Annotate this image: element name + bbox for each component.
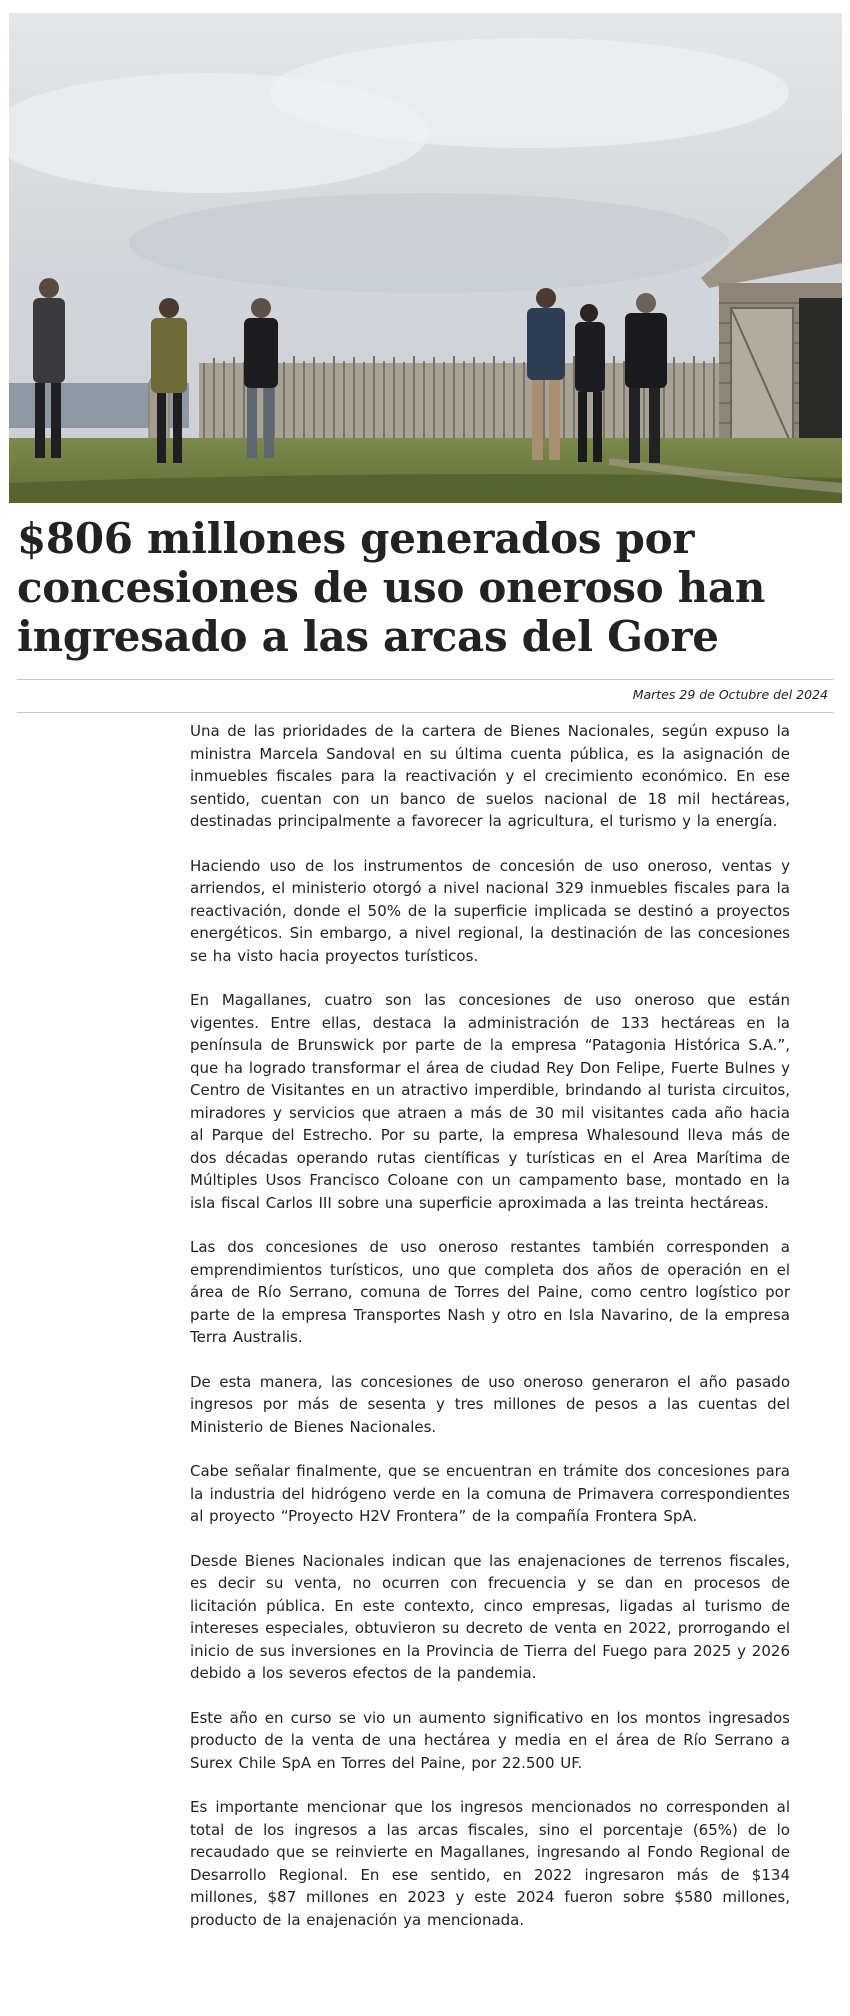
article-photo bbox=[9, 13, 842, 503]
article-paragraph: Haciendo uso de los instrumentos de concesión de uso oneroso, ventas y arriendos, el ministerio otorgó a nivel nacional 329 inmuebles fiscales para la reactivación, donde el 50% de la superficie implicada se destinó a proyectos energéticos. Sin embargo, a nivel regional, la destinación de las concesiones se ha visto hacia proyectos turísticos. bbox=[190, 856, 790, 965]
article-paragraph: Es importante mencionar que los ingresos mencionados no corresponden al total de los ingresos a las arcas fiscales, sino el porcentaje (65%) de lo recaudado que se reinvierte en Magallanes, ingresando al Fondo Regional de Desarrollo Regional. En ese sentido, en 2022 ingresaron más de $134 millones, $87 millones en 2023 y este 2024 fueron sobre $580 millones, producto de la enajenación ya mencionada. bbox=[190, 1798, 790, 1929]
article-paragraph: Una de las prioridades de la cartera de Bienes Nacionales, según expuso la ministra Marcela Sandoval en su última cuenta pública, es la asignación de inmuebles fiscales para la reactivación y el crecimiento económico. En ese sentido, cuentan con un banco de suelos nacional de 18 mil hectáreas, destinadas principalmente a favorecer la agricultura, el turismo y la energía. bbox=[190, 722, 790, 830]
article-title: $806 millones generados por concesiones de uso oneroso han ingresado a las arcas del Gore bbox=[17, 514, 766, 661]
date-bar bbox=[17, 679, 834, 713]
article-paragraph: Desde Bienes Nacionales indican que las enajenaciones de terrenos fiscales, es decir su venta, no ocurren con frecuencia y se dan en procesos de licitación pública. En este contexto, cinco empresas, ligadas al turismo de intereses especiales, obtuvieron su decreto de venta en 2022, prorrogando el inicio de sus inversiones en la Provincia de Tierra del Fuego para 2025 y 2026 debido a los severos efectos de la pandemia. bbox=[190, 1551, 790, 1682]
article-paragraph: En Magallanes, cuatro son las concesiones de uso oneroso que están vigentes. Entre ellas, destaca la administración de 133 hectáreas en la península de Brunswick por parte de la empresa “Patagonia Histórica S.A.”, que ha logrado transformar el área de ciudad Rey Don Felipe, Fuerte Bulnes y Centro de Visitantes en un atractivo imperdible, brindando al turista circuitos, miradores y servicios que atraen a más de 30 mil visitantes cada año hacia al Parque del Estrecho. Por su parte, la empresa Whalesound lleva más de dos décadas operando rutas científicas y turísticas en el Area Marítima de Múltiples Usos Francisco Coloane con un campamento base, montado en la isla fiscal Carlos III sobre una superficie aproximada a las treinta hectáreas. bbox=[190, 991, 790, 1212]
article-body bbox=[190, 720, 790, 1953]
article-paragraph: Este año en curso se vio un aumento significativo en los montos ingresados producto de la venta de una hectárea y media en el área de Río Serrano a Surex Chile SpA en Torres del Paine, por 22.500 UF. bbox=[190, 1708, 790, 1772]
article-paragraph: Las dos concesiones de uso oneroso restantes también corresponden a emprendimientos turísticos, uno que completa dos años de operación en el área de Río Serrano, comuna de Torres del Paine, como centro logístico por parte de la empresa Transportes Nash y otro en Isla Navarino, de la empresa Terra Australis. bbox=[190, 1238, 790, 1346]
photo-icon bbox=[9, 13, 842, 503]
article-paragraph: De esta manera, las concesiones de uso oneroso generaron el año pasado ingresos por más de sesenta y tres millones de pesos a las cuentas del Ministerio de Bienes Nacionales. bbox=[190, 1372, 790, 1436]
article-date: Martes 29 de Octubre del 2024 bbox=[632, 687, 828, 702]
article-paragraph: Cabe señalar finalmente, que se encuentran en trámite dos concesiones para la industria del hidrógeno verde en la comuna de Primavera correspondientes al proyecto “Proyecto H2V Frontera” de la compañía Frontera SpA. bbox=[190, 1462, 790, 1525]
